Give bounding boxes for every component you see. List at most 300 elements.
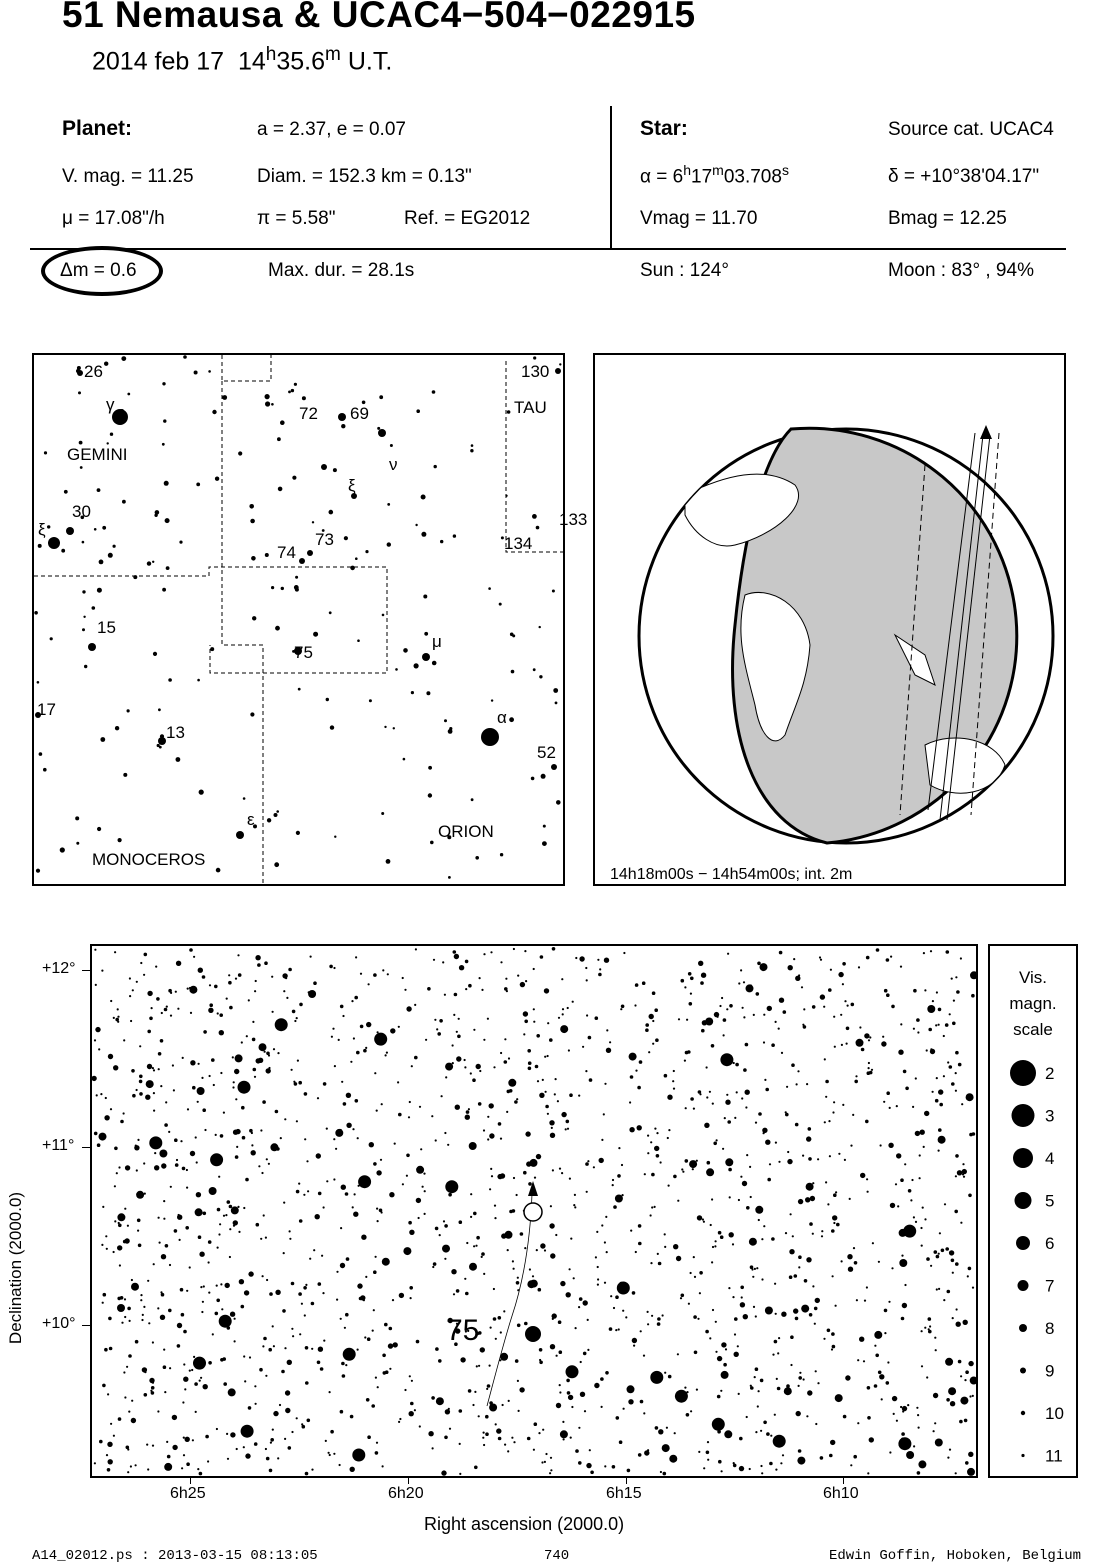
chart-star bbox=[955, 1472, 957, 1474]
finder-star bbox=[158, 708, 161, 711]
chart-star bbox=[652, 1020, 654, 1022]
chart-star bbox=[176, 1159, 178, 1161]
chart-star bbox=[797, 1070, 799, 1072]
chart-star bbox=[210, 1153, 223, 1166]
chart-star bbox=[443, 1220, 445, 1222]
chart-star bbox=[181, 1313, 185, 1317]
chart-star bbox=[645, 1028, 649, 1032]
chart-star bbox=[741, 1097, 743, 1099]
finder-star bbox=[43, 768, 47, 772]
chart-star bbox=[464, 1278, 466, 1280]
chart-star bbox=[906, 1451, 914, 1459]
chart-star bbox=[345, 1364, 347, 1366]
chart-star bbox=[690, 1410, 692, 1412]
finder-label: 133 bbox=[559, 510, 588, 529]
chart-star bbox=[693, 1315, 697, 1319]
finder-star bbox=[82, 628, 85, 631]
chart-star bbox=[433, 1262, 437, 1266]
legend-mag-symbol bbox=[1020, 1368, 1026, 1374]
chart-star bbox=[558, 1320, 562, 1324]
chart-star bbox=[147, 1064, 152, 1069]
chart-star bbox=[468, 1389, 472, 1393]
chart-star bbox=[599, 968, 601, 970]
x-tick-mark bbox=[408, 1476, 409, 1484]
chart-star bbox=[933, 1393, 938, 1398]
chart-star bbox=[889, 1451, 891, 1453]
chart-star bbox=[305, 1346, 309, 1350]
chart-star bbox=[219, 1315, 232, 1328]
chart-star bbox=[688, 1303, 690, 1305]
chart-star bbox=[493, 1066, 495, 1068]
chart-star bbox=[886, 1091, 890, 1095]
chart-star bbox=[469, 1142, 477, 1150]
finder-star bbox=[552, 590, 555, 593]
chart-star bbox=[738, 1199, 740, 1201]
chart-star bbox=[786, 1086, 788, 1088]
chart-star bbox=[469, 1263, 477, 1271]
finder-star bbox=[183, 355, 187, 359]
chart-star bbox=[342, 1374, 346, 1378]
chart-star bbox=[288, 1446, 292, 1450]
chart-star bbox=[350, 1061, 352, 1063]
chart-star bbox=[597, 959, 599, 961]
chart-star bbox=[313, 981, 317, 985]
chart-star bbox=[223, 1112, 225, 1114]
chart-star bbox=[331, 1036, 333, 1038]
chart-star bbox=[658, 1262, 662, 1266]
chart-star bbox=[777, 1387, 781, 1391]
chart-star bbox=[470, 1193, 472, 1195]
chart-star bbox=[301, 1423, 303, 1425]
chart-star bbox=[618, 1147, 620, 1149]
finder-star bbox=[421, 532, 426, 537]
chart-star bbox=[476, 1236, 480, 1240]
chart-star bbox=[847, 1005, 849, 1007]
chart-star bbox=[820, 1456, 824, 1460]
chart-star bbox=[947, 1457, 949, 1459]
chart-star bbox=[320, 1367, 324, 1371]
chart-star bbox=[167, 1455, 171, 1459]
chart-star bbox=[943, 1035, 945, 1037]
chart-star bbox=[878, 1371, 882, 1375]
finder-star bbox=[292, 476, 296, 480]
chart-star bbox=[734, 1333, 736, 1335]
finder-star bbox=[277, 437, 281, 441]
chart-star bbox=[634, 1004, 636, 1006]
chart-star bbox=[269, 1469, 273, 1473]
chart-star bbox=[108, 1054, 113, 1059]
chart-star bbox=[939, 1232, 941, 1234]
chart-star bbox=[234, 1340, 236, 1342]
finder-star bbox=[34, 611, 38, 615]
chart-star bbox=[473, 1029, 475, 1031]
chart-star bbox=[151, 1386, 155, 1390]
chart-star bbox=[491, 1175, 493, 1177]
chart-star bbox=[707, 1441, 709, 1443]
chart-star bbox=[698, 961, 703, 966]
chart-star bbox=[230, 1312, 235, 1317]
chart-star bbox=[690, 977, 694, 981]
chart-star bbox=[587, 1319, 589, 1321]
chart-star bbox=[144, 1371, 146, 1373]
chart-star bbox=[921, 1245, 923, 1247]
chart-star bbox=[578, 1461, 582, 1465]
chart-star bbox=[219, 1013, 223, 1017]
chart-star bbox=[760, 1430, 762, 1432]
chart-star bbox=[601, 1224, 603, 1226]
chart-star bbox=[924, 1111, 929, 1116]
star-declination: δ = +10°38'04.17" bbox=[888, 166, 1040, 187]
chart-star bbox=[447, 1144, 449, 1146]
chart-star bbox=[470, 1216, 472, 1218]
chart-star bbox=[874, 1345, 876, 1347]
chart-star bbox=[375, 1256, 377, 1258]
chart-star bbox=[431, 1396, 435, 1400]
chart-star bbox=[379, 1209, 383, 1213]
chart-star bbox=[965, 1461, 969, 1465]
chart-star bbox=[124, 1298, 126, 1300]
chart-star bbox=[100, 1093, 102, 1095]
chart-star bbox=[264, 961, 268, 965]
chart-star bbox=[907, 1404, 909, 1406]
chart-star bbox=[333, 967, 335, 969]
chart-star bbox=[161, 1012, 163, 1014]
chart-star bbox=[723, 1363, 727, 1367]
chart-star bbox=[110, 1108, 112, 1110]
legend-title-1: Vis. bbox=[1018, 968, 1048, 987]
finder-star bbox=[271, 586, 274, 589]
finder-star bbox=[100, 737, 105, 742]
chart-star bbox=[908, 1189, 912, 1193]
chart-star bbox=[182, 1057, 184, 1059]
moon-elongation: Moon : 83° , 94% bbox=[888, 260, 1034, 281]
chart-star bbox=[930, 1265, 932, 1267]
chart-star bbox=[183, 1330, 187, 1334]
chart-star bbox=[958, 1360, 962, 1364]
chart-star bbox=[198, 968, 203, 973]
chart-star bbox=[681, 979, 685, 983]
y-axis-label: Declination (2000.0) bbox=[6, 1191, 25, 1345]
chart-star bbox=[147, 991, 152, 996]
chart-star bbox=[344, 1327, 346, 1329]
chart-star bbox=[143, 1306, 145, 1308]
chart-star bbox=[526, 1161, 531, 1166]
chart-star bbox=[455, 1105, 460, 1110]
chart-star bbox=[600, 1377, 604, 1381]
chart-star bbox=[635, 1251, 637, 1253]
chart-star bbox=[161, 1254, 166, 1259]
chart-star bbox=[615, 1329, 617, 1331]
chart-star bbox=[654, 1206, 656, 1208]
chart-star bbox=[325, 1440, 327, 1442]
chart-star bbox=[241, 1425, 254, 1438]
chart-star bbox=[566, 1365, 579, 1378]
chart-star bbox=[560, 1430, 568, 1438]
chart-star bbox=[372, 1330, 374, 1332]
chart-star bbox=[560, 1281, 565, 1286]
chart-star bbox=[673, 1088, 675, 1090]
chart-star bbox=[123, 1240, 127, 1244]
chart-star bbox=[629, 1127, 634, 1132]
legend-mag-symbol bbox=[1018, 1280, 1029, 1291]
chart-star bbox=[567, 1007, 569, 1009]
chart-star bbox=[846, 1043, 848, 1045]
chart-star bbox=[454, 993, 458, 997]
chart-star bbox=[570, 1238, 572, 1240]
chart-star bbox=[495, 1423, 497, 1425]
chart-star bbox=[788, 965, 793, 970]
chart-star bbox=[724, 1430, 732, 1438]
chart-star bbox=[692, 1168, 694, 1170]
legend-symbols bbox=[990, 946, 1076, 1476]
chart-star bbox=[435, 1227, 439, 1231]
chart-star bbox=[371, 1404, 375, 1408]
chart-star bbox=[231, 1206, 239, 1214]
chart-star bbox=[605, 1371, 609, 1375]
chart-star bbox=[955, 1090, 957, 1092]
finder-star bbox=[333, 468, 337, 472]
chart-star bbox=[859, 1337, 864, 1342]
chart-star bbox=[697, 1318, 699, 1320]
chart-star bbox=[142, 1314, 144, 1316]
chart-star bbox=[959, 1420, 963, 1424]
chart-star bbox=[305, 1284, 307, 1286]
chart-star bbox=[291, 1282, 295, 1286]
chart-star bbox=[701, 1029, 705, 1033]
star-75-marker bbox=[525, 1326, 541, 1342]
finder-star bbox=[120, 409, 124, 413]
chart-star bbox=[739, 1437, 743, 1441]
chart-star bbox=[637, 1086, 641, 1090]
chart-star bbox=[707, 1459, 709, 1461]
chart-star bbox=[848, 1267, 853, 1272]
chart-star bbox=[551, 1127, 553, 1129]
chart-star bbox=[943, 1299, 945, 1301]
chart-star bbox=[153, 1110, 155, 1112]
chart-star bbox=[91, 1076, 96, 1081]
chart-star bbox=[962, 1173, 964, 1175]
chart-star bbox=[763, 1132, 765, 1134]
finder-star bbox=[448, 876, 451, 879]
finder-star bbox=[475, 856, 479, 860]
chart-star bbox=[875, 1354, 879, 1358]
chart-star bbox=[895, 1183, 897, 1185]
x-tick-label: 6h20 bbox=[388, 1485, 424, 1502]
finder-star bbox=[369, 699, 372, 702]
chart-star bbox=[791, 1063, 795, 1067]
chart-star bbox=[702, 1218, 704, 1220]
chart-star bbox=[175, 991, 177, 993]
chart-star bbox=[950, 1401, 955, 1406]
star-chart-panel bbox=[90, 944, 978, 1478]
chart-star bbox=[246, 1035, 248, 1037]
chart-star bbox=[575, 1327, 577, 1329]
chart-star bbox=[745, 1106, 747, 1108]
chart-star bbox=[528, 1067, 532, 1071]
chart-star bbox=[265, 1375, 267, 1377]
chart-star bbox=[132, 1094, 136, 1098]
y-tick-mark bbox=[82, 970, 90, 971]
chart-star bbox=[273, 1048, 275, 1050]
chart-star bbox=[145, 1095, 150, 1100]
chart-star bbox=[770, 1435, 772, 1437]
finder-star bbox=[500, 853, 503, 856]
chart-star bbox=[806, 1257, 811, 1262]
sun-elongation: Sun : 124° bbox=[640, 260, 729, 281]
chart-star bbox=[834, 1046, 836, 1048]
chart-star bbox=[664, 1074, 668, 1078]
chart-star bbox=[366, 1398, 370, 1402]
chart-star bbox=[414, 1004, 416, 1006]
chart-star bbox=[536, 1154, 541, 1159]
chart-star bbox=[586, 1014, 588, 1016]
chart-star bbox=[227, 1326, 231, 1330]
chart-star bbox=[782, 1454, 784, 1456]
chart-star bbox=[190, 1151, 195, 1156]
chart-star bbox=[94, 949, 96, 951]
chart-star bbox=[820, 959, 822, 961]
chart-star bbox=[763, 1014, 765, 1016]
chart-star bbox=[95, 1027, 100, 1032]
chart-star bbox=[655, 1426, 659, 1430]
chart-star bbox=[578, 1095, 580, 1097]
chart-star bbox=[896, 1420, 898, 1422]
chart-star bbox=[131, 1418, 136, 1423]
chart-star bbox=[926, 1049, 928, 1051]
chart-star bbox=[398, 1026, 400, 1028]
chart-star bbox=[217, 1247, 219, 1249]
chart-star bbox=[779, 951, 783, 955]
chart-star bbox=[169, 1367, 171, 1369]
chart-star bbox=[376, 1208, 378, 1210]
chart-star bbox=[561, 1172, 563, 1174]
chart-star bbox=[195, 1411, 197, 1413]
chart-star bbox=[713, 1142, 717, 1146]
chart-star bbox=[504, 1038, 506, 1040]
chart-star bbox=[729, 1004, 733, 1008]
chart-star bbox=[793, 1308, 798, 1313]
chart-star bbox=[729, 1196, 731, 1198]
chart-star bbox=[924, 1218, 926, 1220]
chart-star bbox=[968, 1194, 972, 1198]
chart-star bbox=[723, 1018, 727, 1022]
chart-star bbox=[202, 1108, 206, 1112]
finder-star bbox=[470, 449, 473, 452]
chart-star bbox=[617, 1174, 621, 1178]
legend-mag-symbol bbox=[1010, 1060, 1036, 1086]
chart-star bbox=[262, 1100, 266, 1104]
chart-star bbox=[685, 1051, 689, 1055]
chart-star bbox=[382, 1258, 390, 1266]
chart-star bbox=[648, 1051, 650, 1053]
chart-star bbox=[721, 1342, 726, 1347]
chart-star bbox=[832, 1215, 837, 1220]
chart-star bbox=[685, 1159, 689, 1163]
chart-star bbox=[476, 1064, 481, 1069]
chart-star bbox=[700, 981, 704, 985]
chart-star bbox=[311, 1302, 315, 1306]
chart-star bbox=[673, 1070, 675, 1072]
chart-star bbox=[722, 1422, 724, 1424]
chart-star bbox=[350, 1467, 355, 1472]
chart-star bbox=[609, 1041, 611, 1043]
chart-star bbox=[389, 1368, 391, 1370]
chart-star bbox=[199, 1380, 201, 1382]
chart-star bbox=[832, 1111, 834, 1113]
chart-star bbox=[436, 1028, 438, 1030]
chart-star bbox=[928, 1330, 932, 1334]
chart-star bbox=[436, 1397, 444, 1405]
chart-star bbox=[350, 1415, 354, 1419]
chart-star bbox=[963, 1320, 968, 1325]
chart-star bbox=[890, 956, 892, 958]
finder-label: α bbox=[497, 708, 507, 727]
chart-star bbox=[203, 1285, 205, 1287]
finder-star bbox=[118, 838, 122, 842]
chart-star bbox=[755, 1367, 759, 1371]
chart-star bbox=[382, 1465, 384, 1467]
chart-star bbox=[507, 1450, 509, 1452]
chart-star bbox=[268, 1163, 270, 1165]
star-chart bbox=[92, 946, 976, 1476]
chart-star bbox=[373, 1309, 375, 1311]
finder-label: 30 bbox=[72, 502, 91, 521]
chart-star bbox=[236, 1448, 238, 1450]
chart-star bbox=[597, 1284, 599, 1286]
chart-star bbox=[174, 1229, 178, 1233]
chart-star bbox=[694, 1351, 698, 1355]
legend-mag-symbol bbox=[1019, 1324, 1027, 1332]
chart-star bbox=[380, 1159, 382, 1161]
chart-star bbox=[821, 1235, 823, 1237]
chart-star bbox=[798, 1385, 800, 1387]
finder-star bbox=[541, 774, 546, 779]
chart-star bbox=[272, 1011, 274, 1013]
chart-star bbox=[498, 1316, 502, 1320]
chart-star bbox=[187, 988, 189, 990]
chart-star bbox=[900, 1023, 902, 1025]
chart-star bbox=[915, 1131, 920, 1136]
finder-star bbox=[99, 560, 104, 565]
chart-star bbox=[721, 1371, 729, 1379]
chart-star bbox=[938, 1128, 942, 1132]
chart-star bbox=[919, 1177, 921, 1179]
finder-star bbox=[166, 566, 170, 570]
finder-star bbox=[265, 394, 270, 399]
time-suffix: U.T. bbox=[340, 47, 393, 76]
chart-star bbox=[376, 1170, 381, 1175]
finder-star bbox=[329, 611, 332, 614]
chart-star bbox=[722, 1148, 724, 1150]
chart-star bbox=[219, 1030, 224, 1035]
chart-star bbox=[617, 1282, 630, 1295]
chart-star bbox=[237, 954, 239, 956]
chart-star bbox=[213, 1084, 215, 1086]
star-heading: Star: bbox=[640, 117, 688, 140]
chart-star bbox=[340, 1318, 342, 1320]
chart-star bbox=[346, 1123, 351, 1128]
chart-star bbox=[127, 1307, 131, 1311]
chart-star bbox=[478, 1415, 480, 1417]
chart-star bbox=[99, 1440, 103, 1444]
chart-star bbox=[742, 1181, 747, 1186]
chart-star bbox=[361, 1235, 366, 1240]
chart-star bbox=[209, 1187, 217, 1195]
chart-star bbox=[187, 1108, 189, 1110]
chart-star bbox=[444, 994, 446, 996]
finder-star bbox=[104, 362, 108, 366]
chart-star bbox=[649, 1014, 654, 1019]
